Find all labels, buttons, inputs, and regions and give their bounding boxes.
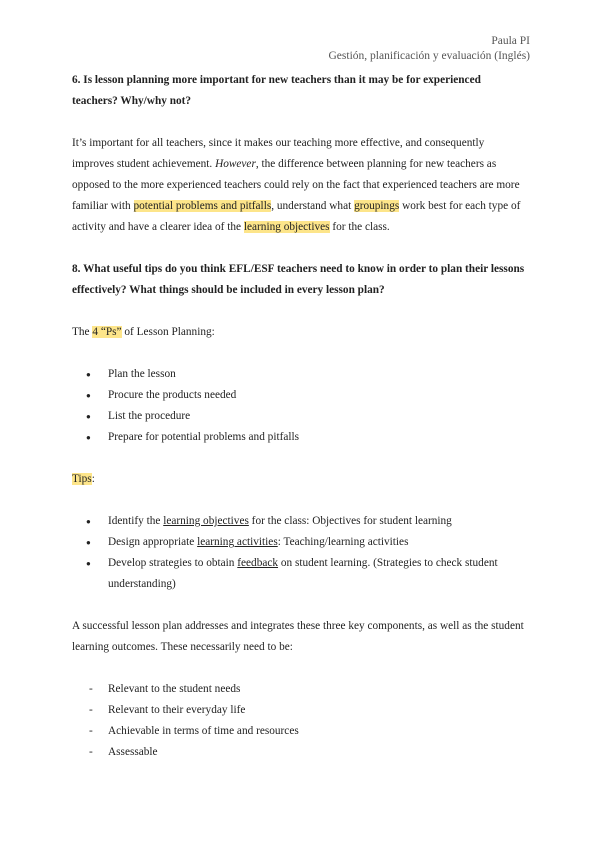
document-body — [72, 70, 528, 763]
tips-colon: : — [91, 473, 95, 485]
page-header — [329, 34, 531, 64]
four-ps-heading — [72, 322, 528, 343]
header-author: Paula PI — [491, 35, 530, 47]
header-subject: Gestión, planificación y evaluación (Inglés) — [328, 50, 530, 62]
tip-text: for the class: Objectives for student learning — [248, 515, 452, 527]
answer-6 — [72, 133, 528, 238]
tips-list — [72, 511, 528, 595]
highlight-four-ps: 4 “Ps” — [92, 326, 122, 338]
highlight-groupings: groupings — [354, 200, 400, 212]
list-item: - Assessable — [72, 742, 528, 763]
list-item: ● Prepare for potential problems and pitfalls — [72, 427, 528, 448]
tip-text: Design appropriate — [108, 536, 198, 548]
four-ps-pre: The — [72, 326, 93, 338]
tip-text: : Teaching/learning activities — [277, 536, 409, 548]
list-item: - Relevant to their everyday life — [72, 700, 528, 721]
highlight-tips: Tips — [72, 473, 92, 485]
tip-underlined: learning objectives — [163, 515, 249, 527]
question-8: 8. What useful tips do you think EFL/ESF teachers need to know in order to plan their lessons effectively? What things should be included in every lesson plan? — [72, 263, 525, 296]
list-item: ● Procure the products needed — [72, 385, 528, 406]
list-item: ● Plan the lesson — [72, 364, 528, 385]
tip-underlined: learning activities — [197, 536, 278, 548]
four-ps-list — [72, 364, 528, 448]
list-item — [72, 511, 528, 532]
four-ps-post: of Lesson Planning: — [121, 326, 215, 338]
tip-text: Develop strategies to obtain — [108, 557, 238, 569]
list-item — [72, 532, 528, 553]
answer-6-text-2: , the difference between planning for new teachers as opposed to the more experienced teachers could rely on the fact that experienced teachers are more familiar with — [72, 158, 520, 212]
list-item — [72, 553, 528, 595]
tip-text: on student learning. (Strategies to check student understanding) — [108, 557, 498, 590]
list-item: - Achievable in terms of time and resources — [72, 721, 528, 742]
answer-6-text-3: , understand what — [271, 200, 355, 212]
answer-6-text-1: It’s important for all teachers, since it makes our teaching more effective, and consequently improves student achievement. — [72, 137, 485, 170]
highlight-potential-problems: potential problems and pitfalls — [133, 200, 272, 212]
list-item: ● List the procedure — [72, 406, 528, 427]
tip-text: Identify the — [108, 515, 164, 527]
tips-heading — [72, 469, 528, 490]
closing-paragraph: A successful lesson plan addresses and integrates these three key components, as well as the student learning outcomes. These necessarily need to be: — [72, 620, 524, 653]
answer-6-text-5: for the class. — [329, 221, 390, 233]
list-item: - Relevant to the student needs — [72, 679, 528, 700]
tip-underlined: feedback — [237, 557, 279, 569]
question-6: 6. Is lesson planning more important for new teachers than it may be for experienced teachers? Why/why not? — [72, 74, 481, 107]
answer-6-however: However — [215, 158, 256, 170]
answer-6-text-4: work best for each type of activity and have a clearer idea of the — [72, 200, 521, 233]
criteria-list — [72, 679, 528, 763]
highlight-learning-objectives: learning objectives — [243, 221, 330, 233]
